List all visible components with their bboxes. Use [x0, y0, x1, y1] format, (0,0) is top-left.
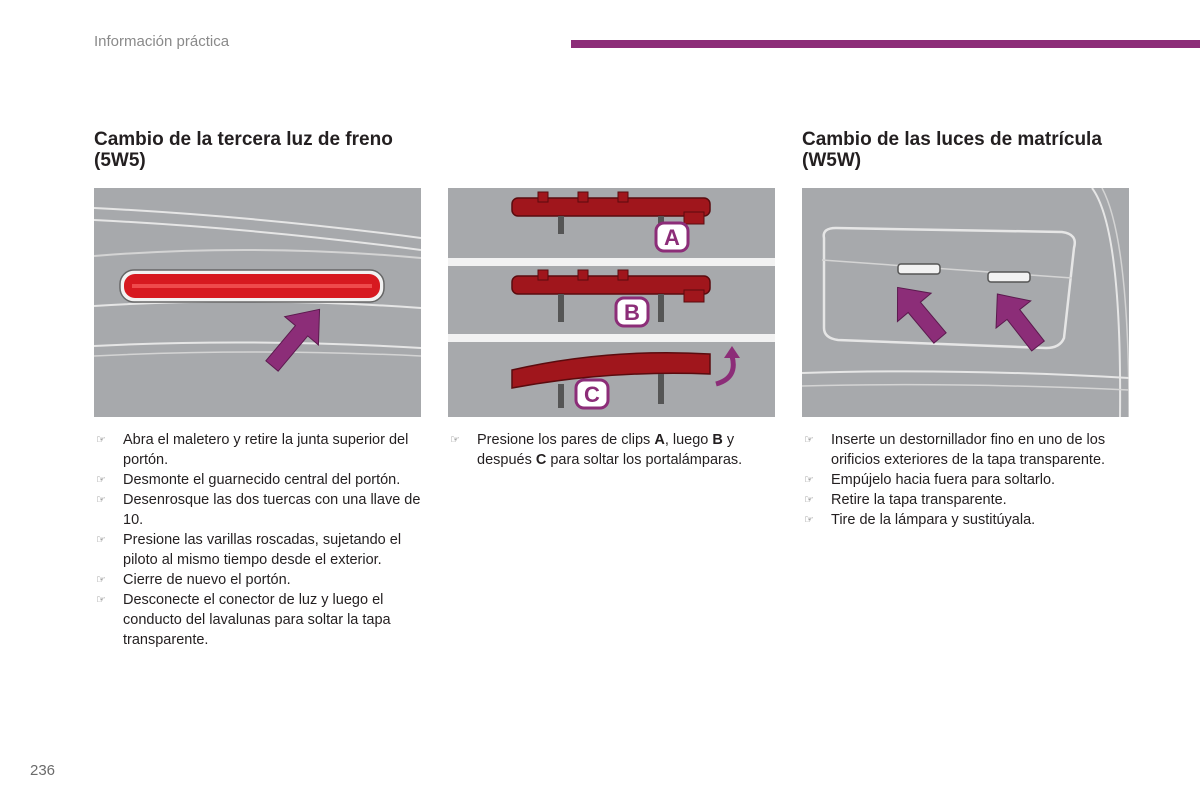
license-plate-light-figure — [802, 188, 1129, 417]
pointing-hand-icon: ☞ — [804, 434, 814, 446]
list-item: ☞ Presione los pares de clips A, luego B y después C para soltar los portalámparas. — [450, 432, 743, 468]
list-item: ☞ Inserte un destornillador fino en uno de los orificios exteriores de la tapa transparente. — [804, 432, 1106, 468]
third-brake-light-figure — [94, 188, 421, 417]
page-number: 236 — [30, 762, 56, 779]
list-item: ☞ Cierre de nuevo el portón. — [96, 572, 291, 588]
clip-steps — [448, 430, 768, 470]
list-item: ☞ Desenrosque las dos tuercas con una llave de 10. — [96, 492, 421, 528]
clip-label-a: A — [664, 225, 680, 250]
pointing-hand-icon: ☞ — [804, 494, 814, 506]
pointing-hand-icon: ☞ — [96, 534, 106, 546]
section-title-plate-light: Cambio de las luces de matrícula (W5W) — [802, 129, 1102, 171]
list-item: ☞ Retire la tapa transparente. — [804, 492, 1007, 508]
lamp-holder-clips-figure — [448, 188, 775, 417]
pointing-hand-icon: ☞ — [804, 514, 814, 526]
section-title-brake-light: Cambio de la tercera luz de freno (5W5) — [94, 129, 393, 171]
pointing-hand-icon: ☞ — [96, 474, 106, 486]
pointing-hand-icon: ☞ — [804, 474, 814, 486]
plate-light-steps — [802, 430, 1132, 530]
clip-label-b: B — [624, 300, 640, 325]
list-item: ☞ Empújelo hacia fuera para soltarlo. — [804, 472, 1056, 488]
page-header-title: Información práctica — [94, 33, 230, 50]
pointing-hand-icon: ☞ — [450, 434, 460, 446]
header-accent-bar — [571, 40, 1200, 48]
pointing-hand-icon: ☞ — [96, 594, 106, 606]
clip-label-c: C — [584, 382, 600, 407]
brake-light-steps — [94, 430, 424, 650]
pointing-hand-icon: ☞ — [96, 574, 106, 586]
list-item: ☞ Tire de la lámpara y sustitúyala. — [804, 512, 1036, 528]
list-item: ☞ Desmonte el guarnecido central del portón. — [96, 472, 401, 488]
list-item: ☞ Desconecte el conector de luz y luego el conducto del lavalunas para soltar la tapa transparente. — [96, 592, 391, 648]
pointing-hand-icon: ☞ — [96, 494, 106, 506]
list-item: ☞ Abra el maletero y retire la junta superior del portón. — [96, 432, 409, 468]
pointing-hand-icon: ☞ — [96, 434, 106, 446]
list-item: ☞ Presione las varillas roscadas, sujetando el piloto al mismo tiempo desde el exterior. — [96, 532, 402, 568]
